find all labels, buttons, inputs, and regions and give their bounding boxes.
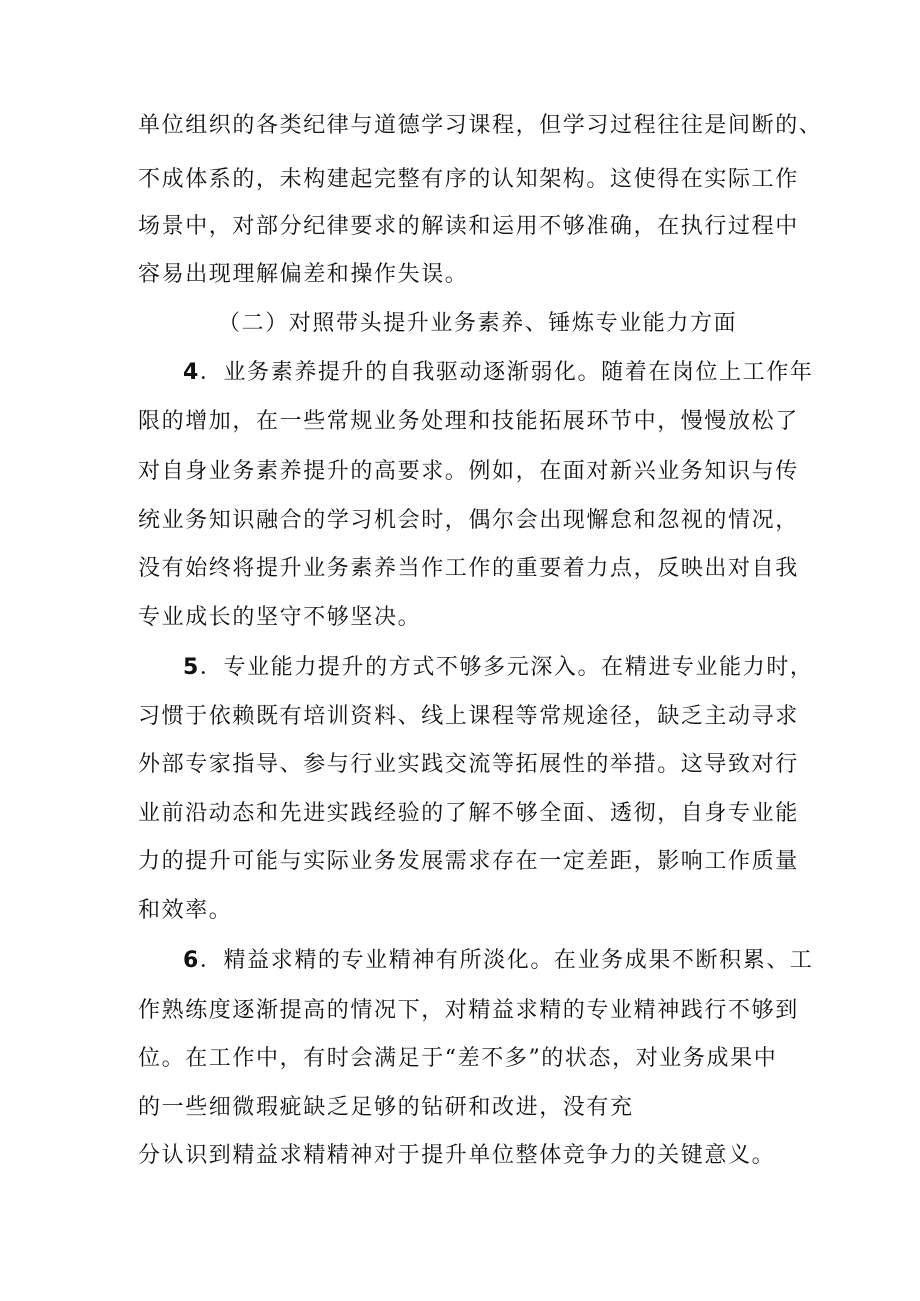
text-line: 对自身业务素养提升的高要求。例如，在面对新兴业务知识与传 xyxy=(138,459,799,484)
text-line: ．专业能力提升的方式不够多元深入。在精进专业能力时， xyxy=(199,655,814,680)
text-line: 统业务知识融合的学习机会时，偶尔会出现懈怠和忽视的情况， xyxy=(138,508,799,533)
text-line: 不成体系的，未构建起完整有序的认知架构。这使得在实际工作 xyxy=(138,167,799,192)
text-line: 专业成长的坚守不够坚决。 xyxy=(138,605,422,630)
item-line xyxy=(183,359,814,387)
text-line: 限的增加，在一些常规业务处理和技能拓展环节中，慢慢放松了 xyxy=(138,409,799,434)
item-number: 4 xyxy=(183,360,200,385)
text-line: 没有始终将提升业务素养当作工作的重要着力点，反映出对自我 xyxy=(138,556,799,581)
text-line: 容易出现理解偏差和操作失误。 xyxy=(138,262,469,287)
text-line: 力的提升可能与实际业务发展需求存在一定差距，影响工作质量 xyxy=(138,849,799,874)
text-line: ．精益求精的专业精神有所淡化。在业务成果不断积累、工 xyxy=(199,948,814,973)
text-line: 和效率。 xyxy=(138,898,233,923)
text-line: 作熟练度逐渐提高的情况下，对精益求精的专业精神践行不够到 xyxy=(138,998,799,1023)
text-line: 场景中，对部分纪律要求的解读和运用不够准确，在执行过程中 xyxy=(138,214,799,239)
section-heading: （二）对照带头提升业务素养、锤炼专业能力方面 xyxy=(218,311,738,336)
text-line: 业前沿动态和先进实践经验的了解不够全面、透彻，自身专业能 xyxy=(138,801,799,826)
item-number: 6 xyxy=(183,948,200,973)
text-line: ．业务素养提升的自我驱动逐渐弱化。随着在岗位上工作年 xyxy=(199,360,814,385)
item-number: 5 xyxy=(183,655,200,680)
text-line: 单位组织的各类纪律与道德学习课程，但学习过程往往是间断的、 xyxy=(138,113,823,138)
text-line: 习惯于依赖既有培训资料、线上课程等常规途径，缺乏主动寻求 xyxy=(138,704,799,729)
item-line xyxy=(183,654,814,682)
text-line: 外部专家指导、参与行业实践交流等拓展性的举措。这导致对行 xyxy=(138,752,799,777)
text-line: 位。在工作中，有时会满足于“差不多”的状态，对业务成果中 xyxy=(138,1046,778,1071)
item-line xyxy=(183,947,814,975)
text-line: 分认识到精益求精精神对于提升单位整体竞争力的关键意义。 xyxy=(138,1143,776,1168)
text-line: 的一些细微瑕疵缺乏足够的钻研和改进，没有充 xyxy=(138,1095,634,1120)
